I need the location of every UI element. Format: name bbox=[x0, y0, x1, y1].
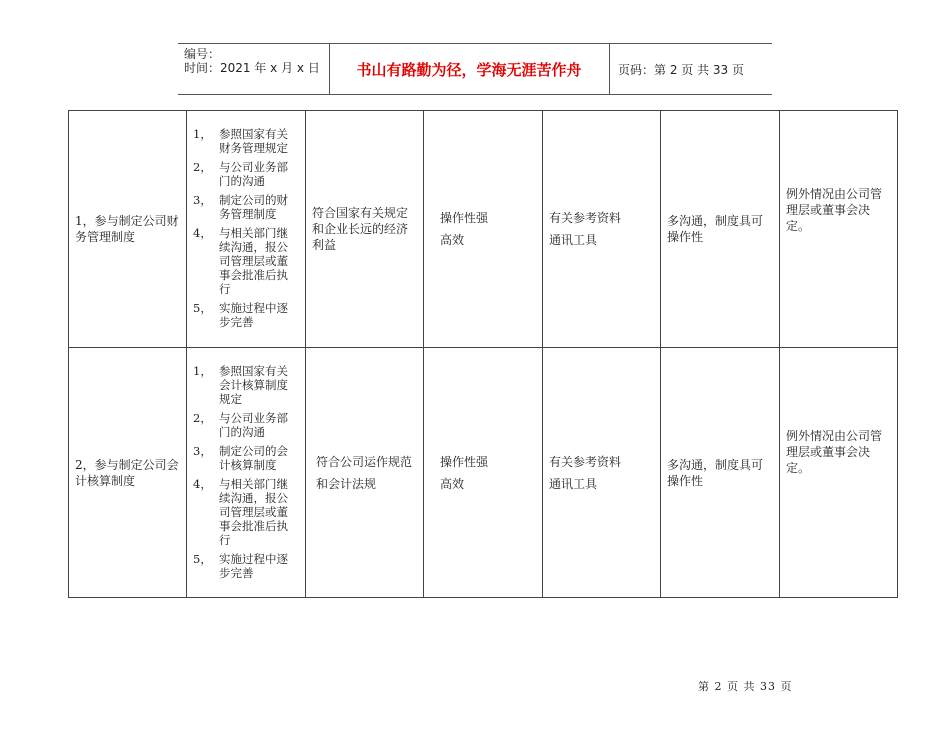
list-item: 2， 与公司业务部门的沟通 bbox=[193, 160, 288, 188]
list-item: 1， 参照国家有关财务管理规定 bbox=[193, 127, 288, 155]
communication-cell: 多沟通，制度具可操作性 bbox=[661, 348, 780, 598]
list-item: 3， 制定公司的会计核算制度 bbox=[193, 443, 288, 472]
list-item: 1， 参照国家有关会计核算制度规定 bbox=[193, 363, 288, 406]
list-item: 2， 与公司业务部门的沟通 bbox=[193, 410, 288, 439]
resources-cell: 有关参考资料 通讯工具 bbox=[543, 111, 661, 348]
steps-list bbox=[187, 120, 305, 338]
list-item: 5， 实施过程中逐步完善 bbox=[193, 551, 288, 580]
communication-cell: 多沟通，制度具可操作性 bbox=[661, 111, 780, 348]
header-motto: 书山有路勤为径，学海无涯苦作舟 bbox=[356, 60, 582, 79]
steps-cell bbox=[187, 111, 306, 348]
authority-cell: 例外情况由公司管理层或董事会决定。 bbox=[780, 111, 898, 348]
steps-list bbox=[187, 357, 305, 589]
page-header bbox=[178, 43, 772, 95]
list-item: 4， 与相关部门继续沟通，报公司管理层或董事会批准后执行 bbox=[193, 476, 288, 547]
list-item: 5， 实施过程中逐步完善 bbox=[193, 301, 288, 329]
standard-cell: 符合国家有关规定和企业长远的经济利益 bbox=[306, 111, 424, 348]
list-item: 4， 与相关部门继续沟通，报公司管理层或董事会批准后执行 bbox=[193, 226, 288, 296]
steps-cell bbox=[187, 348, 306, 598]
list-item: 3， 制定公司的财务管理制度 bbox=[193, 193, 288, 221]
quality-cell: 操作性强 高效 bbox=[424, 348, 543, 598]
table-row bbox=[69, 111, 898, 348]
duty-table bbox=[68, 110, 898, 598]
number-label: 编号： bbox=[184, 47, 221, 61]
task-cell: 2，参与制定公司会计核算制度 bbox=[69, 348, 187, 598]
page-footer: 第 2 页 共 33 页 bbox=[698, 680, 793, 693]
standard-cell: 符合公司运作规范 和会计法规 bbox=[306, 348, 424, 598]
table-row bbox=[69, 348, 898, 598]
task-cell: 1，参与制定公司财务管理制度 bbox=[69, 111, 187, 348]
header-meta bbox=[178, 44, 328, 94]
page-number-label: 页码：第 2 页 共 33 页 bbox=[618, 62, 744, 77]
authority-cell: 例外情况由公司管理层或董事会决定。 bbox=[780, 348, 898, 598]
time-label: 时间：2021 年 x 月 x 日 bbox=[184, 61, 320, 75]
quality-cell: 操作性强 高效 bbox=[424, 111, 543, 348]
resources-cell: 有关参考资料 通讯工具 bbox=[543, 348, 661, 598]
